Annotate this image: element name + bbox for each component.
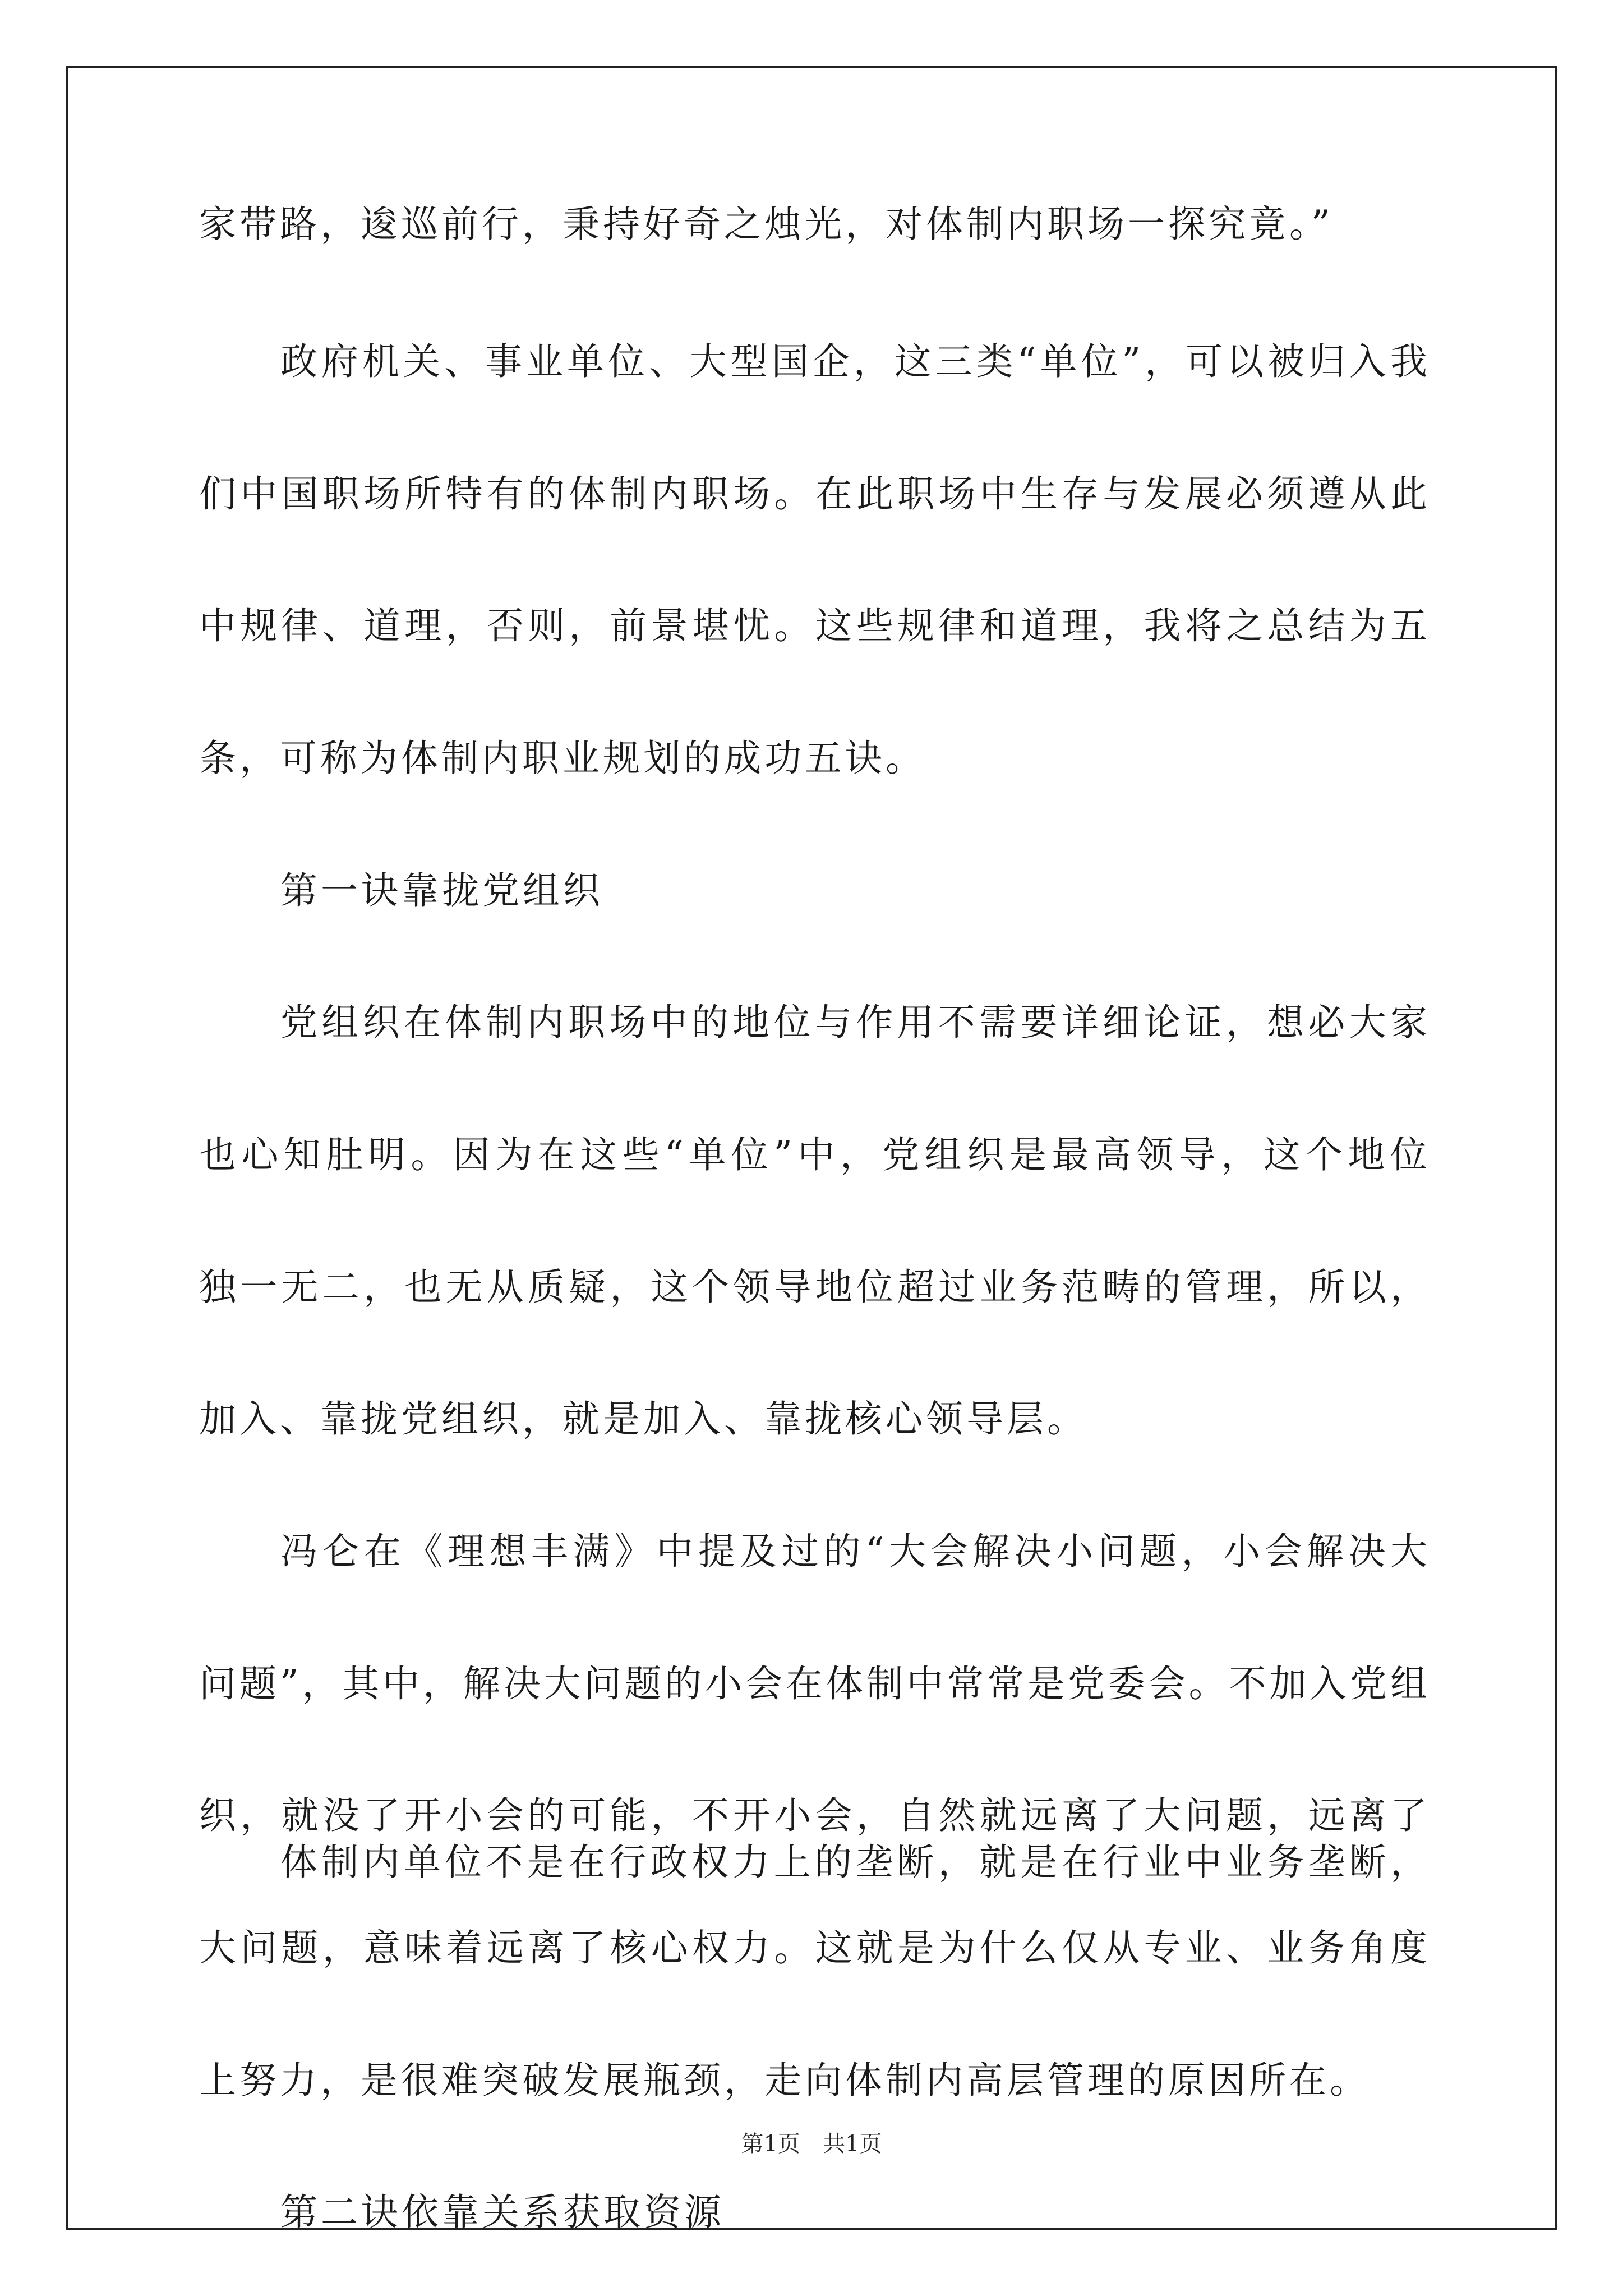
text-line-14: 大问题，意味着远离了核心权力。这就是为什么仅从专业、业务角度 (199, 1926, 1427, 1970)
text-line-11: 冯仑在《理想丰满》中提及过的“大会解决小问题，小会解决大 (280, 1530, 1427, 1573)
text-line-9: 独一无二，也无从质疑，这个领导地位超过业务范畴的管理，所以， (199, 1266, 1427, 1309)
text-line-8: 也心知肚明。因为在这些“单位”中，党组织是最高领导，这个地位 (199, 1133, 1427, 1176)
text-line-3: 们中国职场所特有的体制内职场。在此职场中生存与发展必须遵从此 (199, 472, 1427, 516)
page-number-footer: 第1页 共1页 (741, 2131, 882, 2157)
text-line-15: 上努力，是很难突破发展瓶颈，走向体制内高层管理的原因所在。 (199, 2059, 1370, 2102)
text-line-17: 体制内单位不是在行政权力上的垄断，就是在行业中业务垄断， (280, 1841, 1427, 1884)
text-line-12: 问题”，其中，解决大问题的小会在体制中常常是党委会。不加入党组 (199, 1662, 1427, 1705)
section-heading-2: 第二诀依靠关系获取资源 (280, 2191, 725, 2234)
section-heading-1: 第一诀靠拢党组织 (280, 869, 603, 912)
text-line-5: 条，可称为体制内职业规划的成功五诀。 (199, 737, 926, 780)
text-line-10: 加入、靠拢党组织，就是加入、靠拢核心领导层。 (199, 1397, 1087, 1441)
text-line-7: 党组织在体制内职场中的地位与作用不需要详细论证，想必大家 (280, 1001, 1427, 1044)
text-line-4: 中规律、道理，否则，前景堪忧。这些规律和道理，我将之总结为五 (199, 604, 1427, 647)
text-line-1: 家带路，逡巡前行，秉持好奇之烛光，对体制内职场一探究竟。” (199, 203, 1334, 246)
text-line-2: 政府机关、事业单位、大型国企，这三类“单位”，可以被归入我 (280, 340, 1427, 383)
text-line-13: 织，就没了开小会的可能，不开小会，自然就远离了大问题，远离了 (199, 1794, 1427, 1837)
